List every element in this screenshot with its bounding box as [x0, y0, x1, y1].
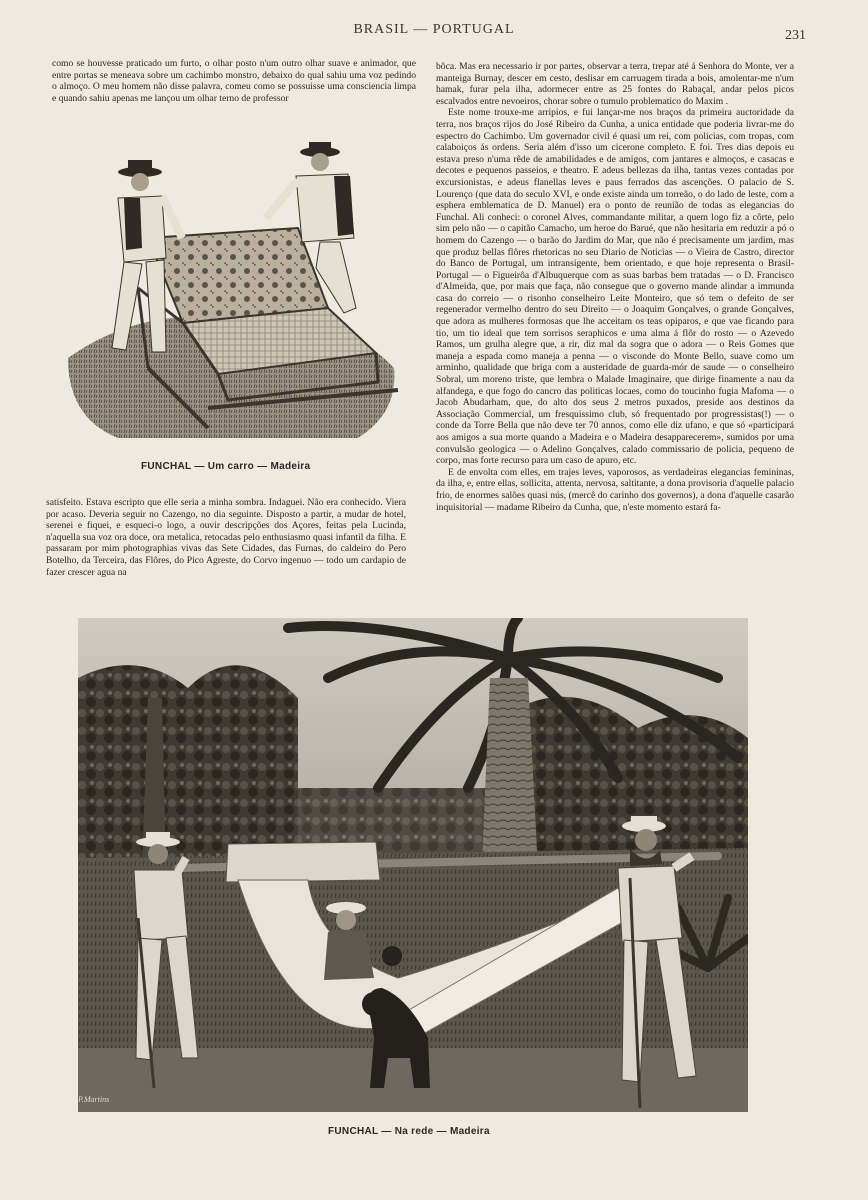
hammock-photograph — [78, 618, 748, 1112]
caption-carro: FUNCHAL — Um carro — Madeira — [141, 461, 311, 472]
caption-rede: FUNCHAL — Na rede — Madeira — [328, 1126, 490, 1137]
article-right-column — [436, 61, 794, 595]
running-title: BRASIL — PORTUGAL — [353, 22, 515, 37]
sledge-engraving — [58, 138, 404, 450]
paragraph: como se houvesse praticado um furto, o olhar posto n'um outro olhar suave e animador, que entre portas se meneava sobre um cachimbo monstro, debaixo do qual sahiu uma voz pedindo o almoço. O meu homem não disse palavra, comeu como se possuisse uma consciencia limpa e quando sahiu apenas me lançou um olhar terno de professor — [52, 58, 416, 104]
article-left-top — [52, 58, 416, 120]
photo-credit: P.Martins — [78, 1095, 110, 1104]
page-number: 231 — [785, 28, 806, 43]
paragraph: satisfeito. Estava escripto que elle seria a minha sombra. Indaguei. Não era conhecido. Viera por acaso. Deveria seguir no Cazengo, no dia seguinte. Disposto a partir, a mudar de hotel, serenei e fiquei, e esqueci-o logo, a ouvir descripções dos Açores, feitas pela Lucinda, n'aquella sua voz ora doce, ora metalica, retocadas pelo enthusiasmo quasi infantil da filha. E passaram por mim photographias vivas das Sete Cidades, das Furnas, do caldeiro do Pero Botelho, da Terceira, das Flôres, do Pico Agreste, do Corvo ingenuo — todo um cardapio de fazer crescer agua na — [46, 497, 406, 578]
paragraph: Este nome trouxe-me arripios, e fui lançar-me nos braços da primeira auctoridade da terra, nos braços rijos do José Ribeiro da Cunha, a unica entidade que poderia livrar-me do espectro do Cachimbo. Um governador civil é quasi um rei, com policias, com tropas, com calaboiços ás ordens. Seria além d'isso um cicerone completo. E foi. Tres dias depois eu estava preso n'uma rêde de amabilidades e de amigos, com jantares e almoços, e casacas e decotes e pequenos passeios, e theatro. E adeus bellezas da ilha, tantas vezes contadas por excursionistas, e adeus flanellas leves e paus ferrados das ascenções. O palacio de S. Lourenço (que data do seculo XVI, e onde existe ainda um torreão, o do lado de leste, com a esphera emblematica de D. Manuel) era o ponto de reunião de todas as elegancias do Funchal. Ali conheci: o coronel Alves, commandante militar, a quem logo fiz a côrte, pelo sim pelo não — o capitão Camacho, um heroe do Barué, que não hesitaria em reduzir a pó o homem do Cazengo — o barão do Jardim do Mar, que não é precisamente um jardim, mas que produz bellas flôres rhetoricas no seu Diario de Noticias — o Vieira de Castro, director do Banco de Portugal, um intransigente, bem orientado, e que hoje representa o Brasil-Portugal — o Figueirôa d'Albuquerque com as suas barbas bem tratadas — o D. Francisco d'Almeida, que, por mais que faça, não consegue que o governo mande alindar a immunda casa do correio — o risonho conselheiro Leite Monteiro, que só tem o defeito de ser regenerador vermelho dentro do seu Direito — o Joaquim Gonçalves, o grande Gonçalves, que adora as mulheres formosas que lhe acceitam os teas opiparos, e que vae ficando para tio, um tio ideal que tem sorrisos seraphicos e uma alma á flôr do rosto — o Azevedo Ramos, um grulha alegre que, a rir, diz mal da sogra que o adora — o Reis Gomes que maneja a espada como maneja a penna — o visconde do Monte Bello, suave como um arminho, qualidade que briga com a austeridade de guarda-mór de saude — o conselheiro Sobral, um moreno triste, que lembra o Malade Imaginaire, que dirige finamente a nau da alfandega, e que fogo do cancro das politicas locaes, como do toucinho fugia Mafoma — o Jacob Abudarham, que, do alto dos seus 2 metros puxados, preside aos destinos da Associação Commercial, um fresquissimo club, só frequentado por progressistas(!) — o conde da Torre Bella que não deve ter 70 annos, como elle diz ufano, e que só «participará aos amigos a sua morte quando a Madeira e o Madeira desapparecerem», sumidos por uma convulsão geologica — o Adelino Gonçalves, calado commissario de policia, pequeno de corpo, mas forte recurso para um caso de apuro, etc. — [436, 107, 794, 467]
paragraph: E de envolta com elles, em trajes leves, vaporosos, as verdadeiras elegancias femininas, da ilha, e, entre ellas, sollicita, attenta, nervosa, saltitante, a dona provisoria d'aquelle palacio frio, de enormes salões quasi nús, (mercê do carinho dos governos), a dona d'aquelle casarão inquisitorial — madame Ribeiro da Cunha, que, n'este momento estará fa- — [436, 466, 794, 513]
article-left-bottom — [46, 497, 406, 593]
paragraph: bôca. Mas era necessario ir por partes, observar a terra, trepar até á Senhora do Monte, ver a manteiga Burnay, descer em cesto, deslisar em carruagem tirada a bois, amolentar-me n'um hamak, furar pela ilha, adormecer entre as 25 fontes do Rabaçal, andar pelos picos escalvados entre nevoeiros, chorar sobre o tumulo problematico do Maxim . — [436, 61, 794, 107]
